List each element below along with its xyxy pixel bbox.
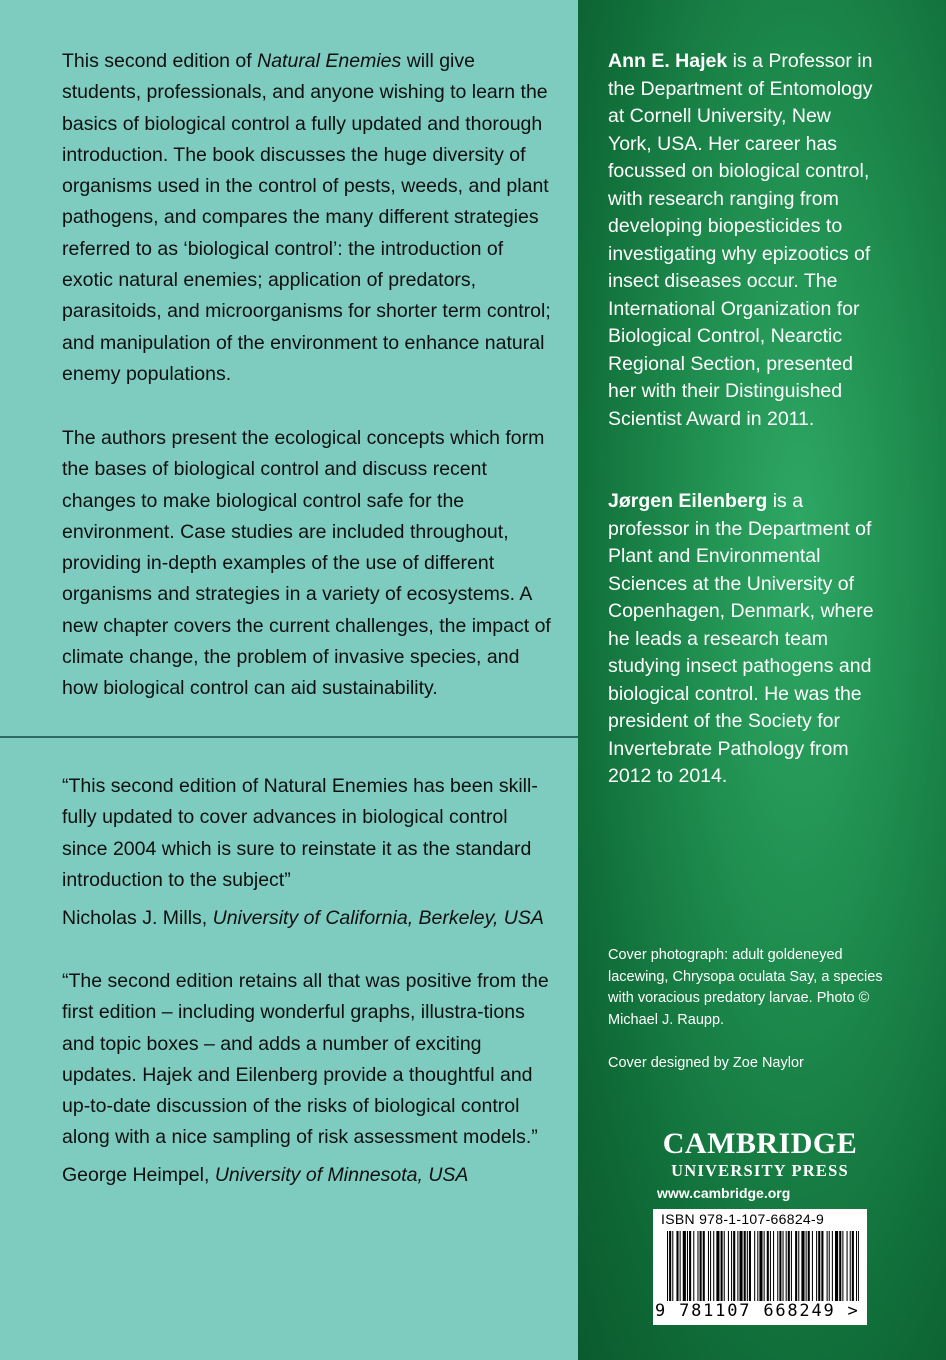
barcode-bar <box>847 1231 848 1301</box>
barcode-bar <box>672 1231 673 1301</box>
barcode-bar <box>721 1231 723 1301</box>
barcode-bar <box>710 1231 711 1301</box>
barcode-bar <box>788 1231 790 1301</box>
barcode-bar <box>737 1231 738 1301</box>
author-name-1: Ann E. Hajek <box>608 50 728 72</box>
barcode-bar <box>821 1231 823 1301</box>
review-quote-text-1: “This second edition of Natural Enemies has been skill-fully updated to cover advances in biological control since 2004 which is sure to reinstate it as the standard introduction to the subject” <box>62 775 538 891</box>
blurb-paragraph-1 <box>62 46 552 390</box>
barcode-bar <box>850 1231 851 1301</box>
barcode-bar <box>703 1231 705 1301</box>
barcode-bar <box>808 1231 810 1301</box>
barcode-bar <box>724 1231 725 1301</box>
barcode-bar <box>770 1231 771 1301</box>
barcode-bar <box>676 1231 678 1301</box>
review-quote-2 <box>62 966 552 1154</box>
barcode-bar <box>744 1231 746 1301</box>
barcode-bar <box>669 1231 671 1301</box>
reviewer-affiliation-2: University of Minnesota, USA <box>214 1164 469 1186</box>
design-credit: Cover designed by Zoe Naylor <box>608 1055 804 1071</box>
barcode-bar <box>728 1231 729 1301</box>
barcode-bar <box>689 1231 691 1301</box>
barcode-bar <box>773 1231 774 1301</box>
barcode-bar <box>667 1231 668 1301</box>
barcode-bar <box>731 1231 732 1301</box>
barcode-bar <box>680 1231 681 1301</box>
section-divider <box>0 736 578 738</box>
barcode-bar <box>842 1231 843 1301</box>
publisher-url: www.cambridge.org <box>657 1185 791 1201</box>
publisher-subtitle: UNIVERSITY PRESS <box>671 1161 849 1180</box>
reviewer-name-1: Nicholas J. Mills, <box>62 907 213 929</box>
barcode-bar <box>858 1231 859 1301</box>
barcode-bar <box>786 1231 787 1301</box>
barcode-bar <box>798 1231 799 1301</box>
barcode-bar <box>827 1231 828 1301</box>
barcode-bar <box>700 1231 702 1301</box>
barcode-bar <box>697 1231 698 1301</box>
barcode-bar <box>829 1231 830 1301</box>
barcode-box <box>653 1209 867 1325</box>
author-bio-1 <box>608 48 878 433</box>
barcode-bar <box>739 1231 742 1301</box>
publisher-name: CAMBRIDGE <box>662 1127 858 1160</box>
barcode-bar <box>747 1231 748 1301</box>
book-title: Natural Enemies <box>257 50 402 72</box>
barcode-bar <box>777 1231 778 1301</box>
review-attribution-2 <box>62 1160 562 1191</box>
author-bio-text-2: is a professor in the Department of Plant and Environmental Sciences at the University of Copenhagen, Denmark, where he leads a research team studying insect pathogens and biological control. He was the president of the Society for Invertebrate Pathology from 2012 to 2014. <box>608 490 874 787</box>
barcode-bar <box>832 1231 833 1301</box>
barcode-bar <box>708 1231 709 1301</box>
barcode-bar <box>693 1231 694 1301</box>
barcode-bar <box>818 1231 820 1301</box>
review-attribution-1 <box>62 903 562 934</box>
barcode-bar <box>812 1231 813 1301</box>
barcode-bar <box>791 1231 792 1301</box>
barcode-bar <box>733 1231 735 1301</box>
barcode-bar <box>749 1231 751 1301</box>
barcode-bar <box>801 1231 804 1301</box>
barcode-bars <box>667 1231 859 1301</box>
author-name-2: Jørgen Eilenberg <box>608 490 768 512</box>
barcode-bar <box>835 1231 838 1301</box>
barcode-bar <box>839 1231 841 1301</box>
author-bio-text-1: is a Professor in the Department of Entomology at Cornell University, New York, USA. Her career has focussed on biological control, with research ranging from developing biopesticides to investigating why epizootics of insect diseases occur. The International Organization for Biological Control, Nearctic Regional Section, presented her with their Distinguished Scientist Award in 2011. <box>608 50 873 430</box>
review-quote-1 <box>62 771 552 896</box>
barcode-bar <box>759 1231 762 1301</box>
barcode-bar <box>716 1231 719 1301</box>
blurb-text-a: This second edition of <box>62 50 258 72</box>
review-quote-text-2: “The second edition retains all that was positive from the first edition – including wonderful graphs, illustra-tions and topic boxes – and adds a number of exciting updates. Hajek and Eilenberg provide a thoughtful and up-to-date discussion of the risks of biological control along with a nice sampling of risk assessment models.” <box>62 970 549 1149</box>
reviewer-affiliation-1: University of California, Berkeley, USA <box>212 907 544 929</box>
barcode-bar <box>754 1231 755 1301</box>
barcode-bar <box>767 1231 769 1301</box>
barcode-bar <box>683 1231 686 1301</box>
barcode-bar <box>757 1231 758 1301</box>
barcode-bar <box>779 1231 781 1301</box>
blurb-paragraph-2 <box>62 423 552 705</box>
isbn-label: ISBN 978-1-107-66824-9 <box>661 1211 825 1227</box>
barcode-bar <box>795 1231 797 1301</box>
barcode-bar <box>764 1231 765 1301</box>
author-bio-2 <box>608 488 878 791</box>
barcode-digits: 9 781107 668249 > <box>655 1301 860 1321</box>
blurb-text-2: The authors present the ecological concepts which form the bases of biological control and discuss recent changes to make biological control safe for the environment. Case studies are included throughout, providing in-depth examples of the use of different organisms and strategies in a variety of ecosystems. A new chapter covers the current challenges, the impact of climate change, the problem of invasive species, and how biological control can aid sustainability. <box>62 427 551 700</box>
barcode-bar <box>852 1231 854 1301</box>
barcode-bar <box>806 1231 807 1301</box>
blurb-text-b: will give students, professionals, and anyone wishing to learn the basics of biological control a fully updated and thorough introduction. The book discusses the huge diversity of organisms used in the control of pests, weeds, and plant pathogens, and compares the many different strategies referred to as ‘biological control’: the introduction of exotic natural enemies; application of predators, parasitoids, and microorganisms for shorter term control; and manipulation of the environment to enhance natural enemy populations. <box>62 50 551 385</box>
barcode-bar <box>856 1231 857 1301</box>
barcode-bar <box>713 1231 714 1301</box>
barcode-bar <box>816 1231 817 1301</box>
reviewer-name-2: George Heimpel, <box>62 1164 215 1186</box>
photo-credit: Cover photograph: adult goldeneyed lacewing, Chrysopa oculata Say, a species with voracious predatory larvae. Photo © Michael J. Raupp. <box>608 947 883 1028</box>
barcode-bar <box>687 1231 688 1301</box>
barcode-bar <box>783 1231 784 1301</box>
